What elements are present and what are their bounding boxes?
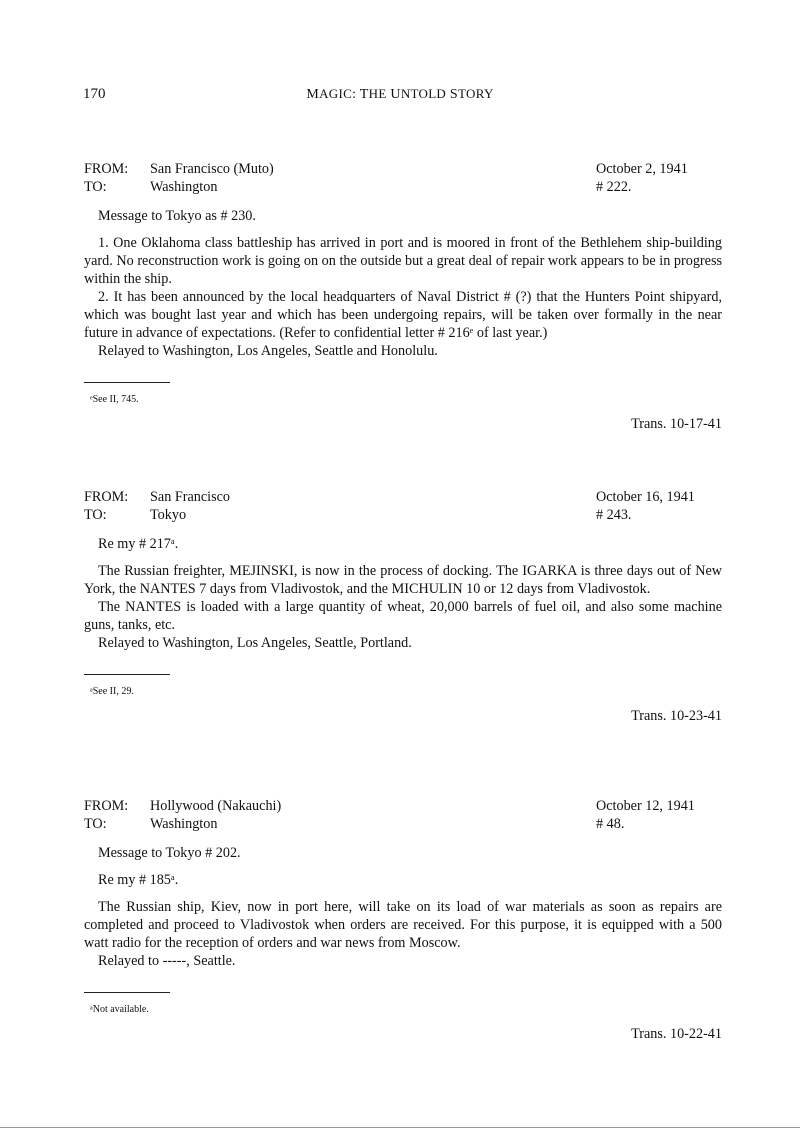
paragraph: Relayed to Washington, Los Angeles, Seattle and Honolulu.: [98, 343, 438, 359]
message-header: [84, 488, 722, 526]
paragraph: Message to Tokyo as # 230.: [98, 208, 256, 224]
footnote-rule: [84, 674, 170, 675]
message-header: [84, 160, 722, 198]
paragraph: Re my # 217ᵃ.: [98, 536, 179, 552]
from-label: FROM:: [84, 489, 129, 505]
paragraph: The Russian ship, Kiev, now in port here, will take on its load of war materials as soon as repairs are completed and proceed to Vladivostok when orders are received. For this purpose, it is equipped with a 500 watt radio for the reception of orders and war news from Moscow.: [84, 899, 722, 951]
to-label: TO:: [84, 816, 107, 832]
footnote: ᵃNot available.: [90, 1004, 149, 1015]
scan-edge-rule: [0, 1127, 800, 1128]
from-label: FROM:: [84, 161, 129, 177]
message-date: October 2, 1941: [596, 161, 688, 177]
message-number: # 243.: [596, 507, 632, 523]
paragraph: Message to Tokyo # 202.: [98, 845, 241, 861]
paragraph: Relayed to Washington, Los Angeles, Seattle, Portland.: [98, 635, 412, 651]
to-recipient: Washington: [150, 816, 218, 832]
footnote: ᵉSee II, 745.: [90, 394, 139, 405]
translation-date: Trans. 10-23-41: [631, 708, 722, 724]
message-block-3: [84, 797, 722, 1043]
to-recipient: Tokyo: [150, 507, 187, 523]
paragraph: 1. One Oklahoma class battleship has arrived in port and is moored in front of the Bethlehem ship-building yard. No reconstruction work is going on on the outside but a great deal of repair work appears to be in progress within the ship.: [84, 235, 722, 287]
footnote: ᵃSee II, 29.: [90, 686, 134, 697]
message-header: [84, 797, 722, 835]
message-block-2: [84, 488, 722, 725]
paragraph: Relayed to -----, Seattle.: [98, 953, 236, 969]
message-number: # 222.: [596, 179, 632, 195]
paragraph: The Russian freighter, MEJINSKI, is now in the process of docking. The IGARKA is three days out of New York, the NANTES 7 days from Vladivostok, and the MICHULIN 10 or 12 days from Vladivostok.: [84, 563, 722, 597]
from-sender: San Francisco: [150, 489, 230, 505]
to-recipient: Washington: [150, 179, 218, 195]
translation-date: Trans. 10-17-41: [631, 416, 722, 432]
paragraph: The NANTES is loaded with a large quantity of wheat, 20,000 barrels of fuel oil, and also some machine guns, tanks, etc.: [84, 599, 722, 633]
message-block-1: [84, 160, 722, 433]
message-date: October 16, 1941: [596, 489, 695, 505]
paragraph: 2. It has been announced by the local headquarters of Naval District # (?) that the Hunters Point shipyard, which was bought last year and which has been undergoing repairs, will be taken over formally in the near future in advance of expectations. (Refer to confidential letter # 216ᵉ of last year.): [84, 289, 722, 341]
to-label: TO:: [84, 507, 107, 523]
from-sender: Hollywood (Nakauchi): [150, 798, 282, 814]
message-date: October 12, 1941: [596, 798, 695, 814]
paragraph: Re my # 185ᵃ.: [98, 872, 179, 888]
message-number: # 48.: [596, 816, 625, 832]
from-sender: San Francisco (Muto): [150, 161, 274, 177]
to-label: TO:: [84, 179, 107, 195]
from-label: FROM:: [84, 798, 129, 814]
translation-date: Trans. 10-22-41: [631, 1026, 722, 1042]
page-number: 170: [83, 86, 106, 102]
footnote-rule: [84, 992, 170, 993]
footnote-rule: [84, 382, 170, 383]
running-head: MAGIC: THE UNTOLD STORY: [306, 86, 494, 102]
